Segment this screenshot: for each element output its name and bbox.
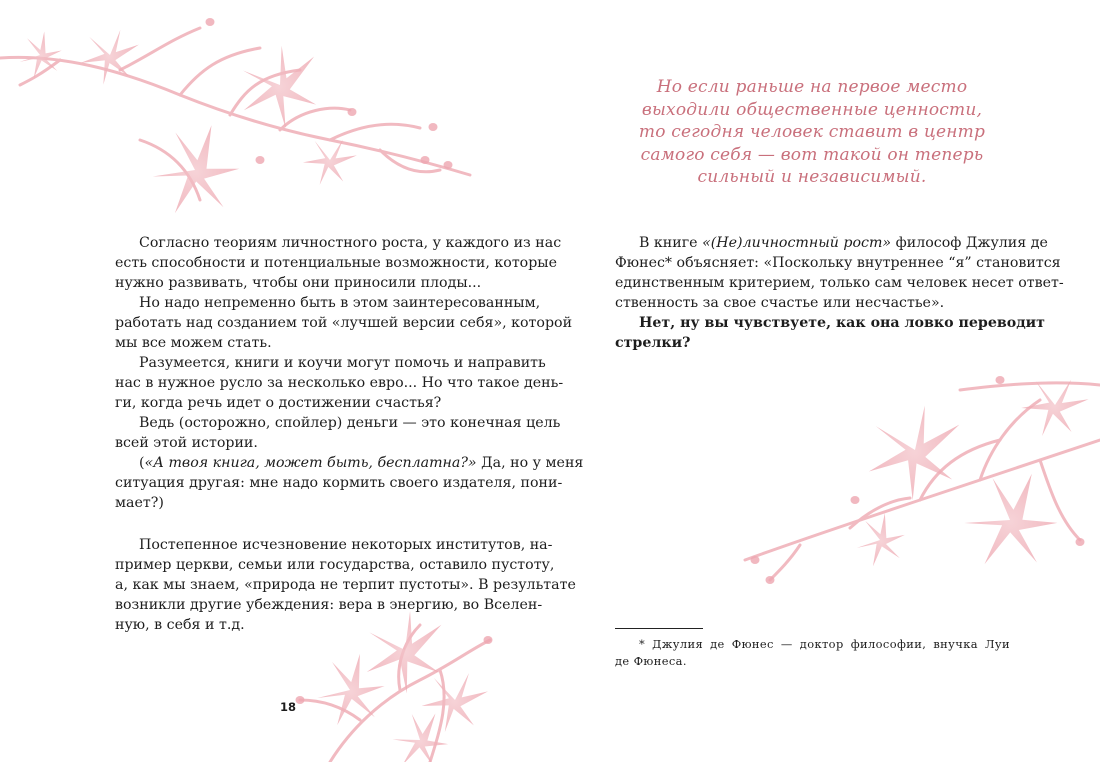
text-line: нужно развивать, чтобы они приносили плоды...	[115, 275, 482, 291]
text-line: Постепенное исчезновение некоторых институтов, на-	[139, 537, 553, 553]
text-line: стрелки?	[615, 335, 691, 351]
quote-line: то сегодня человек ставит в центр	[638, 122, 986, 142]
cherry-blossom-branch-right	[745, 383, 1100, 580]
bold-paragraph	[615, 313, 1045, 353]
paragraph	[615, 233, 1064, 313]
footnote-line: * Джулия де Фюнес — доктор философии, внучка Луи	[639, 637, 1010, 651]
text-line: возникли другие убеждения: вера в энергию, во Вселен-	[115, 597, 543, 613]
text-line: всей этой истории.	[115, 435, 258, 451]
text-line: Разумеется, книги и коучи могут помочь и направить	[139, 355, 546, 371]
text-line: Ведь (осторожно, спойлер) деньги — это конечная цель	[139, 415, 561, 431]
top-left-blossoms	[11, 18, 452, 226]
text-line: работать над созданием той «лучшей версии себя», которой	[115, 315, 573, 331]
text-line	[615, 233, 1048, 253]
text-line: ную, в себя и т.д.	[115, 617, 245, 633]
text-line: ги, когда речь идет о достижении счастья?	[115, 395, 442, 411]
left-page-body	[115, 233, 584, 635]
paragraph	[115, 453, 584, 513]
text-line: пример церкви, семьи или государства, оставило пустоту,	[115, 557, 555, 573]
text-run: (	[139, 455, 145, 471]
text-line: нас в нужное русло за несколько евро... Но что такое день-	[115, 375, 564, 391]
paragraph	[115, 293, 573, 353]
text-run: В книге	[639, 235, 703, 251]
quote-line: Но если раньше на первое место	[656, 77, 968, 97]
footnote-rule	[615, 628, 703, 629]
text-line: Согласно теориям личностного роста, у каждого из нас	[139, 235, 562, 251]
text-line: есть способности и потенциальные возможности, которые	[115, 255, 557, 271]
text-line: Нет, ну вы чувствуете, как она ловко переводит	[639, 315, 1045, 331]
text-line: ситуация другая: мне надо кормить своего издателя, пони-	[115, 475, 563, 491]
text-run: Да, но у меня	[476, 455, 584, 471]
book-title: «(Не)личностный рост»	[702, 235, 892, 251]
text-line	[115, 453, 584, 473]
quote-line: сильный и независимый.	[697, 167, 927, 187]
paragraph	[115, 233, 562, 293]
text-line: Но надо непременно быть в этом заинтересованным,	[139, 295, 541, 311]
quote-line: выходили общественные ценности,	[641, 99, 983, 120]
cherry-blossom-branch-top-left	[0, 28, 470, 200]
text-line: ственность за свое счастье или несчастье».	[615, 295, 945, 311]
paragraph-gap	[115, 513, 486, 535]
footnote-line: де Фюнеса.	[615, 654, 687, 668]
text-line: мает?)	[115, 495, 164, 511]
quote-line: самого себя — вот такой он теперь	[640, 144, 984, 165]
text-line: мы все можем стать.	[115, 335, 272, 351]
text-line: единственным критерием, только сам человек несет ответ-	[615, 275, 1064, 291]
paragraph	[115, 535, 576, 635]
text-run: философ Джулия де	[891, 235, 1048, 251]
footnote	[615, 636, 1010, 670]
page-number: 18	[279, 700, 296, 714]
right-page-body	[615, 233, 1064, 353]
text-line: Фюнес* объясняет: «Поскольку внутреннее “я” становится	[615, 255, 1061, 271]
text-line: а, как мы знаем, «природа не терпит пустоты». В результате	[115, 577, 576, 593]
italic-text: «А твоя книга, может быть, бесплатна?»	[144, 455, 477, 471]
pull-quote	[612, 76, 1012, 189]
paragraph	[115, 353, 564, 413]
paragraph	[115, 413, 561, 453]
